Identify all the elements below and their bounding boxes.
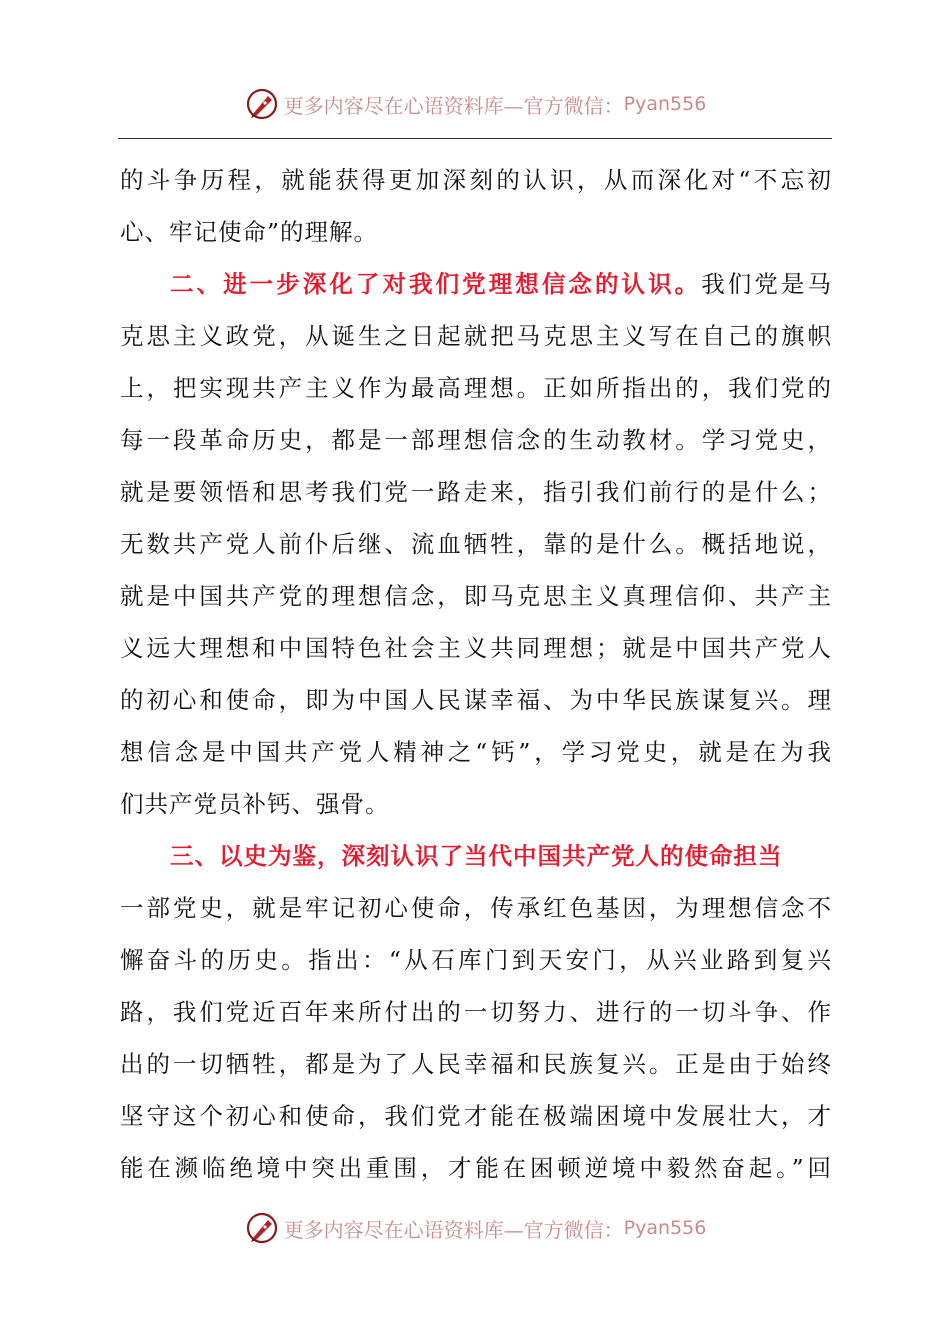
- section-three-heading: 三、以史为鉴，深刻认识了当代中国共产党人的使命担当: [170, 842, 783, 870]
- text-line: 克思主义政党，从诞生之日起就把马克思主义写在自己的旗帜: [120, 322, 832, 350]
- text-line: 们共产党员补钙、强骨。: [120, 790, 390, 818]
- text-line: 无数共产党人前仆后继、流血牺牲，靠的是什么。概括地说，: [120, 530, 832, 558]
- document-body: [120, 154, 832, 1194]
- text-line: 每一段革命历史，都是一部理想信念的生动教材。学习党史，: [120, 426, 832, 454]
- text-line: 想信念是中国共产党人精神之“钙”，学习党史，就是在为我: [120, 738, 832, 766]
- section-two-heading: 二、进一步深化了对我们党理想信念的认识。: [170, 270, 702, 298]
- section-three-heading-line: [120, 830, 832, 882]
- footer-banner: [0, 1208, 950, 1248]
- text-line: 的初心和使命，即为中国人民谋幸福、为中华民族谋复兴。理: [120, 686, 832, 714]
- text-span: 我们党是马: [701, 270, 832, 298]
- text-line: 上，把实现共产主义作为最高理想。正如所指出的，我们党的: [120, 374, 832, 402]
- pen-nib-logo-icon: [244, 1210, 280, 1246]
- text-line: 一部党史，就是牢记初心使命，传承红色基因，为理想信念不: [120, 894, 832, 922]
- header-wechat-id: Pyan556: [623, 93, 707, 115]
- text-line: 心、牢记使命”的理解。: [120, 218, 379, 246]
- text-line: 就是中国共产党的理想信念，即马克思主义真理信仰、共产主: [120, 582, 832, 610]
- header-divider: [118, 138, 832, 139]
- text-line: 就是要领悟和思考我们党一路走来，指引我们前行的是什么；: [120, 478, 832, 506]
- footer-wechat-id: Pyan556: [623, 1217, 707, 1239]
- text-line: 的斗争历程，就能获得更加深刻的认识，从而深化对“不忘初: [120, 166, 832, 194]
- text-line: 路，我们党近百年来所付出的一切努力、进行的一切斗争、作: [120, 998, 832, 1026]
- header-banner: [0, 84, 950, 124]
- text-line: 出的一切牺牲，都是为了人民幸福和民族复兴。正是由于始终: [120, 1050, 832, 1078]
- text-line: 懈奋斗的历史。指出：“从石库门到天安门，从兴业路到复兴: [120, 946, 832, 974]
- footer-banner-text: 更多内容尽在心语资料库—官方微信：: [283, 1217, 624, 1242]
- header-banner-text: 更多内容尽在心语资料库—官方微信：: [283, 93, 624, 118]
- pen-nib-logo-icon: [244, 86, 280, 122]
- text-line: 义远大理想和中国特色社会主义共同理想；就是中国共产党人: [120, 634, 832, 662]
- text-line: 坚守这个初心和使命，我们党才能在极端困境中发展壮大，才: [120, 1102, 832, 1130]
- section-two-first-line: [120, 258, 832, 310]
- text-line: 能在濒临绝境中突出重围，才能在困顿逆境中毅然奋起。”回: [120, 1154, 832, 1182]
